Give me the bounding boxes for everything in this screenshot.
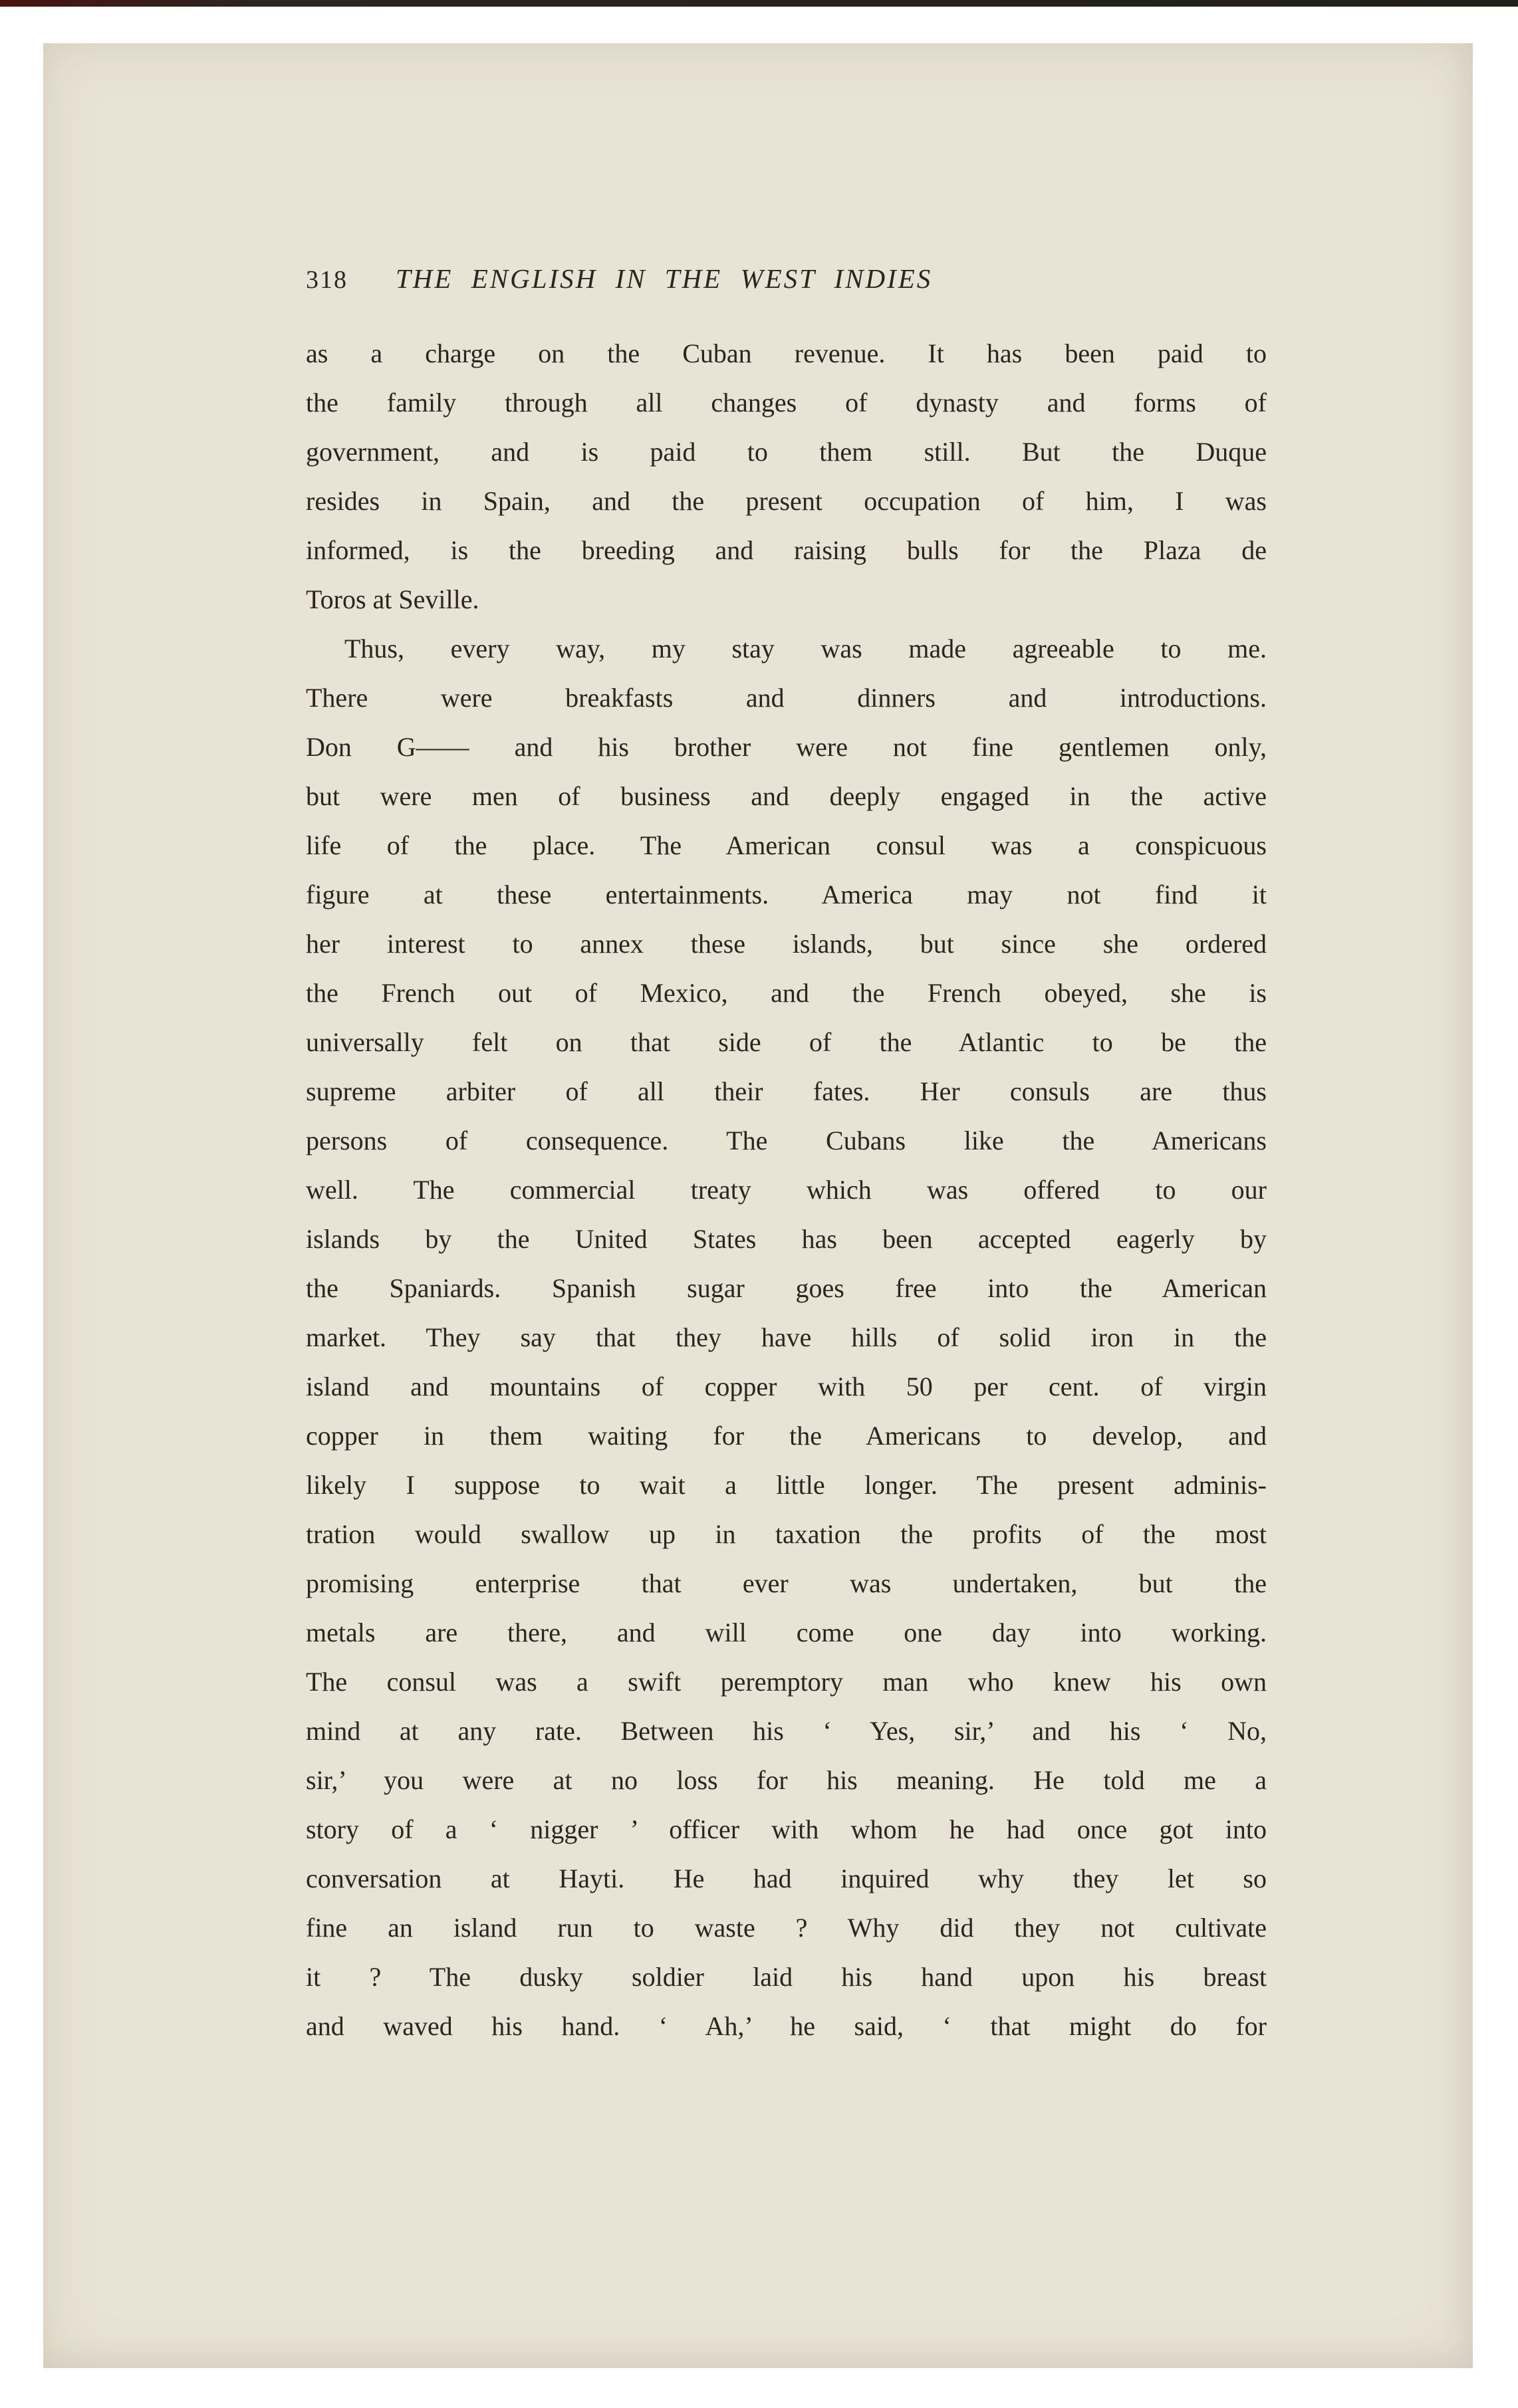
text-line: and waved his hand. ‘ Ah,’ he said, ‘ that might do for xyxy=(306,2011,1267,2041)
text-line: as a charge on the Cuban revenue. It has been paid to xyxy=(306,338,1267,368)
text-line: it ? The dusky soldier laid his hand upon his breast xyxy=(306,1962,1267,1992)
text-line: tration would swallow up in taxation the profits of the most xyxy=(306,1519,1267,1549)
text-line: resides in Spain, and the present occupation of him, I was xyxy=(306,486,1267,516)
text-line: The consul was a swift peremptory man who knew his own xyxy=(306,1667,1267,1697)
text-line: market. They say that they have hills of solid iron in the xyxy=(306,1322,1267,1352)
text-line: Don G—— and his brother were not fine gentlemen only, xyxy=(306,732,1267,762)
text-line: There were breakfasts and dinners and introductions. xyxy=(306,683,1267,713)
text-line: metals are there, and will come one day into working. xyxy=(306,1618,1267,1647)
text-line: figure at these entertainments. America may not find it xyxy=(306,880,1267,909)
text-line: story of a ‘ nigger ’ officer with whom he had once got into xyxy=(306,1814,1267,1844)
text-line: the Spaniards. Spanish sugar goes free into the American xyxy=(306,1273,1267,1303)
text-line: well. The commercial treaty which was offered to our xyxy=(306,1175,1267,1205)
running-title: THE ENGLISH IN THE WEST INDIES xyxy=(396,263,933,294)
text-line: universally felt on that side of the Atlantic to be the xyxy=(306,1027,1267,1057)
text-line: likely I suppose to wait a little longer. The present adminis- xyxy=(306,1470,1267,1500)
text-line: life of the place. The American consul was a conspicuous xyxy=(306,830,1267,860)
text-line: supreme arbiter of all their fates. Her consuls are thus xyxy=(306,1076,1267,1106)
scan-edge-top xyxy=(0,0,1518,7)
text-line: fine an island run to waste ? Why did they not cultivate xyxy=(306,1913,1267,1943)
text-line: persons of consequence. The Cubans like the Americans xyxy=(306,1126,1267,1155)
page-number: 318 xyxy=(306,266,348,294)
text-line: but were men of business and deeply engaged in the active xyxy=(306,781,1267,811)
text-line: the French out of Mexico, and the French obeyed, she is xyxy=(306,978,1267,1008)
text-line: the family through all changes of dynasty and forms of xyxy=(306,388,1267,418)
text-column xyxy=(306,263,1267,2051)
text-line: Thus, every way, my stay was made agreeable to me. xyxy=(344,634,1267,663)
text-line: islands by the United States has been accepted eagerly by xyxy=(306,1224,1267,1254)
page-header xyxy=(306,263,1267,300)
text-line: promising enterprise that ever was undertaken, but the xyxy=(306,1568,1267,1598)
text-line: Toros at Seville. xyxy=(306,584,479,614)
text-line: her interest to annex these islands, but since she ordered xyxy=(306,929,1267,959)
text-line: sir,’ you were at no loss for his meaning. He told me a xyxy=(306,1765,1267,1795)
text-line: informed, is the breeding and raising bulls for the Plaza de xyxy=(306,535,1267,565)
book-page xyxy=(43,43,1473,2368)
text-line: copper in them waiting for the Americans to develop, and xyxy=(306,1421,1267,1451)
text-line: conversation at Hayti. He had inquired why they let so xyxy=(306,1864,1267,1893)
text-line: mind at any rate. Between his ‘ Yes, sir,’ and his ‘ No, xyxy=(306,1716,1267,1746)
text-line: island and mountains of copper with 50 per cent. of virgin xyxy=(306,1372,1267,1401)
text-line: government, and is paid to them still. But the Duque xyxy=(306,437,1267,467)
page-body xyxy=(306,329,1267,2051)
